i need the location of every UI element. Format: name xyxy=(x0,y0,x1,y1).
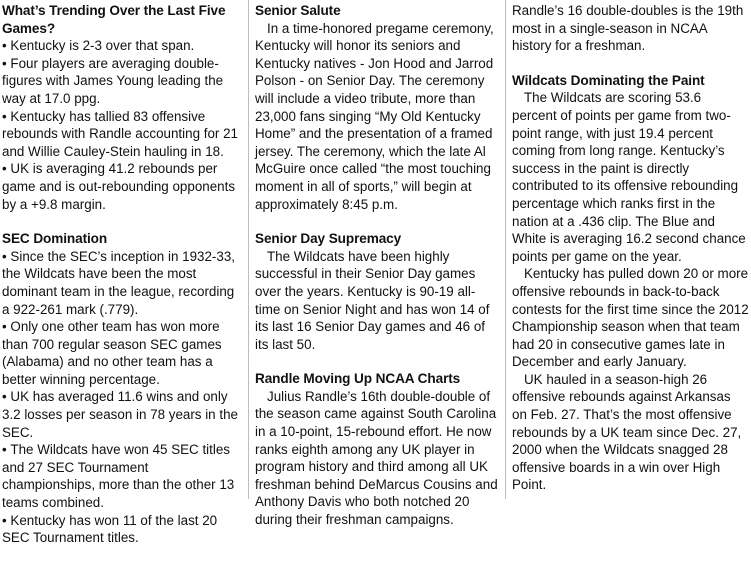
bullet-item: • Kentucky has tallied 83 offensive rebounds with Randle accounting for 21 and Willie Cauley-Stein hauling in 18. xyxy=(2,108,242,161)
column-divider xyxy=(505,0,506,499)
column-left xyxy=(2,2,242,564)
bullet-item: • UK is averaging 41.2 rebounds per game and is out-rebounding opponents by a +9.8 margin. xyxy=(2,160,242,213)
section-sec-domination xyxy=(2,230,242,547)
column-middle xyxy=(255,2,498,546)
bullet-list xyxy=(2,37,242,213)
body-paragraph: UK hauled in a season-high 26 offensive rebounds against Arkansas on Feb. 27. That’s the most offensive rebounds by a UK team since Dec. 27, 2000 when the Wildcats snagged 28 offensive boards in a win over High Point. xyxy=(512,371,742,493)
section-senior-salute xyxy=(255,2,498,213)
bullet-item: • Kentucky is 2-3 over that span. xyxy=(2,37,242,55)
bullet-item: • Four players are averaging double-figures with James Young leading the way at 17.0 ppg. xyxy=(2,55,242,108)
section-heading: What’s Trending Over the Last Five Games? xyxy=(2,3,226,36)
section-heading: SEC Domination xyxy=(2,231,108,247)
column-right xyxy=(512,2,749,511)
section-randle-continued xyxy=(512,2,749,55)
section-dominating-paint xyxy=(512,72,749,494)
body-paragraph: The Wildcats have been highly successful in their Senior Day games over the years. Kentucky is 90-19 all-time on Senior Night and has won 14 of its last 16 Senior Day games and 46 of its last 50. xyxy=(255,248,490,352)
body-paragraph: The Wildcats are scoring 53.6 percent of points per game from two-point range, with just 19.4 percent coming from long range. Kentucky’s success in the paint is directly contributed to its offensive rebounding percentage which ranks first in the nation at a .436 clip. The Blue and White is averaging 16.2 second chance points per game on the year. xyxy=(512,90,746,264)
column-divider xyxy=(248,0,249,499)
body-paragraph: In a time-honored pregame ceremony, Kentucky will honor its seniors and Kentucky natives - Jon Hood and Jarrod Polson - on Senior Day. The ceremony will include a video tribute, more than 23,000 fans singing “My Old Kentucky Home” and the presentation of a framed jersey. The ceremony, which the late Al McGuire once called “the most touching moment in all of sports,” will begin at approximately 8:45 p.m. xyxy=(255,20,494,212)
section-heading: Randle Moving Up NCAA Charts xyxy=(255,371,461,387)
bullet-item: • Since the SEC’s inception in 1932-33, the Wildcats have been the most dominant team in the league, recording a 922-261 mark (.779). xyxy=(2,248,242,318)
bullet-item: • UK has averaged 11.6 wins and only 3.2 losses per season in 78 years in the SEC. xyxy=(2,388,242,441)
section-heading: Wildcats Dominating the Paint xyxy=(512,72,705,88)
bullet-item: • The Wildcats have won 45 SEC titles and 27 SEC Tournament championships, more than the other 13 teams combined. xyxy=(2,441,242,511)
section-heading: Senior Salute xyxy=(255,3,341,18)
bullet-item: • Only one other team has won more than 700 regular season SEC games (Alabama) and no other team has a better winning percentage. xyxy=(2,318,242,388)
bullet-item: • Kentucky has won 11 of the last 20 SEC Tournament titles. xyxy=(2,512,242,547)
section-heading: Senior Day Supremacy xyxy=(255,231,402,247)
section-senior-day-supremacy xyxy=(255,230,498,353)
section-trending xyxy=(2,2,242,213)
section-randle-ncaa-charts xyxy=(255,370,498,528)
bullet-list xyxy=(2,248,242,547)
continued-paragraph: Randle’s 16 double-doubles is the 19th most in a single-season in NCAA history for a freshman. xyxy=(512,3,744,54)
body-paragraph: Julius Randle’s 16th double-double of the season came against South Carolina in a 10-point, 15-rebound effort. He now ranks eighth among any UK player in program history and third among all UK freshman behind DeMarcus Cousins and Anthony Davis who both notched 20 during their freshman campaigns. xyxy=(255,388,498,528)
body-paragraph: Kentucky has pulled down 20 or more offensive rebounds in back-to-back contests for the first time since the 2012 Championship season when that team had 20 in consecutive games late in December and early January. xyxy=(512,266,749,370)
